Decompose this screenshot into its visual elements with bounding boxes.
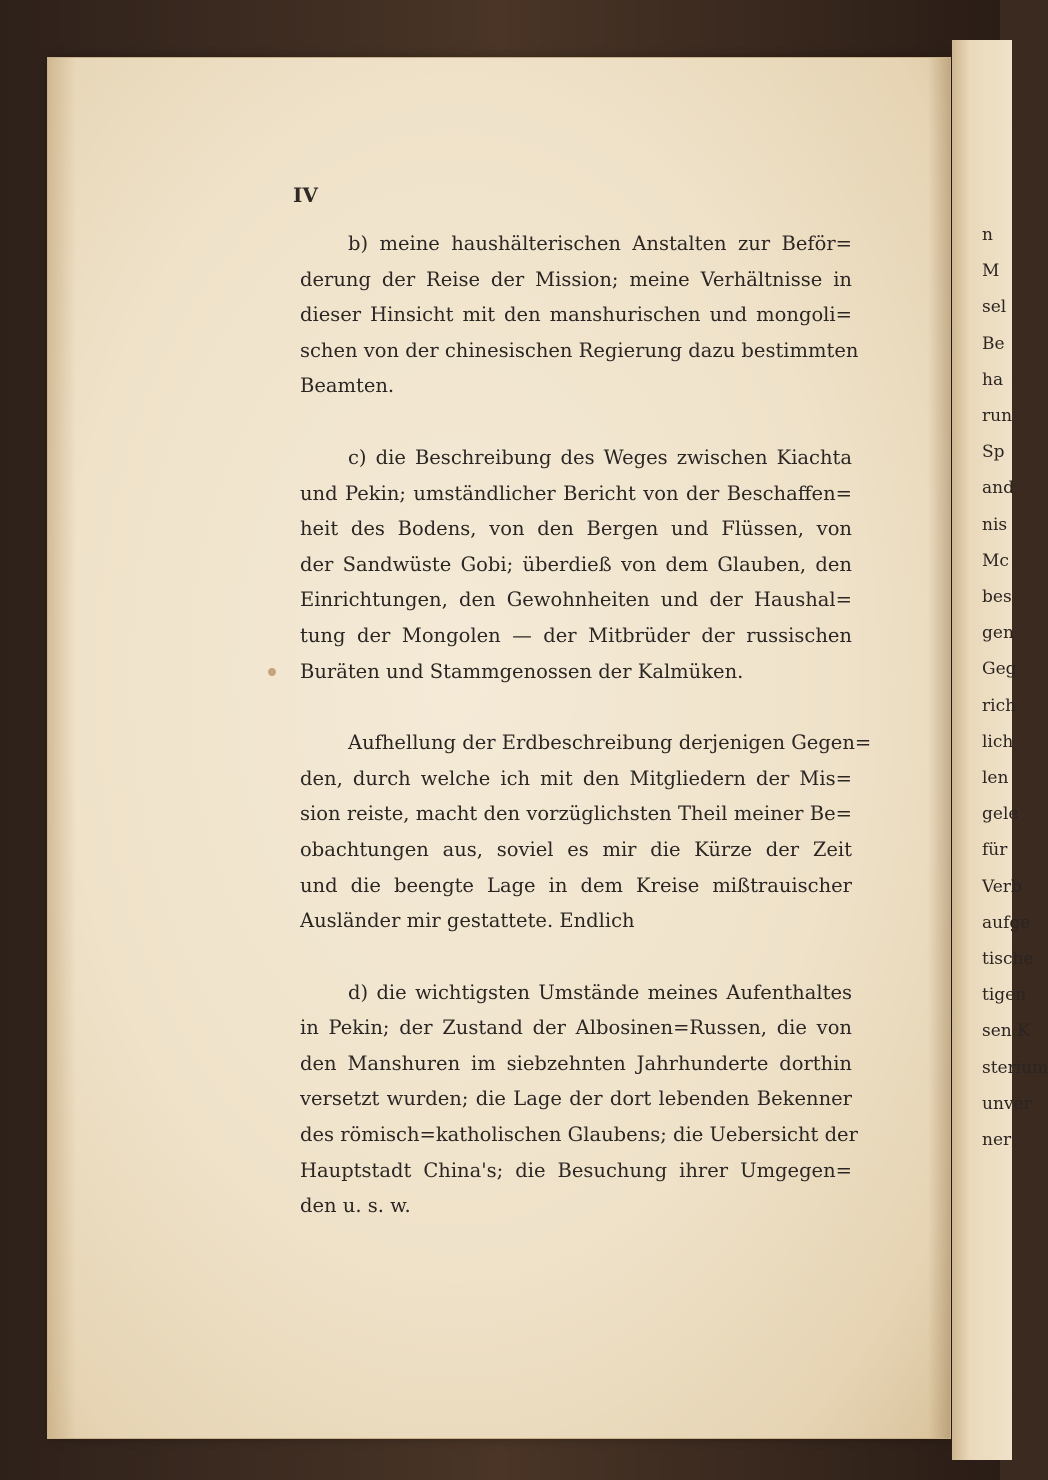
next-page-fragment: bes xyxy=(982,587,1012,607)
next-page-fragment: ha xyxy=(982,369,1004,390)
next-page-fragment: lich xyxy=(982,731,1014,752)
text-line: c) die Beschreibung des Weges zwischen Kiachta xyxy=(348,445,852,469)
paper-stain xyxy=(268,668,276,676)
paragraph-aufhellung xyxy=(300,725,872,939)
next-page-fragment: sen K xyxy=(982,1021,1030,1042)
text-line: sion reiste, macht den vorzüglichsten Theil meiner Be= xyxy=(300,802,852,826)
text-line: Hauptstadt China's; die Besuchung ihrer Umgegen= xyxy=(300,1158,852,1182)
text-line: den, durch welche ich mit den Mitgliedern der Mis= xyxy=(300,766,852,790)
next-page-fragment: Verb xyxy=(982,876,1022,897)
text-line: heit des Bodens, von den Bergen und Flüssen, von xyxy=(300,517,852,541)
right-page-edge xyxy=(952,40,1048,1460)
text-line: Buräten und Stammgenossen der Kalmüken. xyxy=(300,659,744,683)
text-line: b) meine haushälterischen Anstalten zur Beför= xyxy=(348,232,852,255)
text-line: Einrichtungen, den Gewohnheiten und der Haushal= xyxy=(300,588,852,612)
next-page-fragment: tigen xyxy=(982,985,1027,1006)
next-page-fragment: n xyxy=(982,225,993,245)
paragraph-b xyxy=(300,226,859,404)
next-page-fragment: M xyxy=(982,261,1000,282)
next-page-fragment: rich xyxy=(982,695,1017,716)
next-page-fragment: Geg xyxy=(982,659,1017,680)
text-line: und Pekin; umständlicher Bericht von der Beschaffen= xyxy=(300,481,852,505)
text-line: Aufhellung der Erdbeschreibung derjenigen Gegen= xyxy=(348,731,872,755)
text-line: d) die wichtigsten Umstände meines Aufenthaltes xyxy=(348,980,852,1004)
text-line: tung der Mongolen — der Mitbrüder der russischen xyxy=(300,623,852,647)
text-line: derung der Reise der Mission; meine Verhältnisse in xyxy=(300,267,852,291)
next-page-fragment: gen xyxy=(982,623,1014,644)
text-line: des römisch=katholischen Glaubens; die Uebersicht der xyxy=(300,1123,858,1147)
text-line: und die beengte Lage in dem Kreise mißtrauischer xyxy=(300,873,852,897)
text-line: den u. s. w. xyxy=(300,1194,411,1218)
next-page-fragment: Sp xyxy=(982,442,1005,463)
next-page-fragment: run xyxy=(982,406,1013,426)
text-line: schen von der chinesischen Regierung dazu bestimmten xyxy=(300,338,859,362)
next-page-fragment: nis xyxy=(982,514,1008,535)
next-page-fragment: gele xyxy=(982,804,1019,825)
next-page-fragment: Mc xyxy=(982,550,1009,571)
text-line: Ausländer mir gestattete. Endlich xyxy=(300,909,635,933)
paragraph-c xyxy=(300,440,852,689)
next-page-fragment: and xyxy=(982,478,1014,499)
next-page-fragment: ner xyxy=(982,1130,1012,1150)
text-line: dieser Hinsicht mit den manshurischen und mongoli= xyxy=(300,303,852,327)
page-number: IV xyxy=(293,183,318,207)
next-page-fragment: unver xyxy=(982,1093,1032,1114)
text-line: Beamten. xyxy=(300,374,395,398)
next-page-fragment: sel xyxy=(982,297,1007,318)
next-page-fragment: tische xyxy=(982,949,1034,969)
next-page-fragment: für xyxy=(982,840,1008,861)
next-page-fragment: Be xyxy=(982,333,1005,354)
paragraph-d xyxy=(300,975,858,1224)
next-page-fragment: sterium xyxy=(982,1057,1048,1078)
text-line: der Sandwüste Gobi; überdieß von dem Glauben, den xyxy=(300,552,852,576)
next-page-fragment: len xyxy=(982,768,1009,788)
page-body xyxy=(300,226,872,1260)
text-line: in Pekin; der Zustand der Albosinen=Russen, die von xyxy=(300,1016,852,1040)
text-line: obachtungen aus, soviel es mir die Kürze der Zeit xyxy=(300,837,852,861)
text-line: den Manshuren im siebzehnten Jahrhunderte dorthin xyxy=(300,1051,852,1075)
next-page-fragment: aufge xyxy=(982,912,1031,933)
text-line: versetzt wurden; die Lage der dort lebenden Bekenner xyxy=(300,1087,852,1111)
